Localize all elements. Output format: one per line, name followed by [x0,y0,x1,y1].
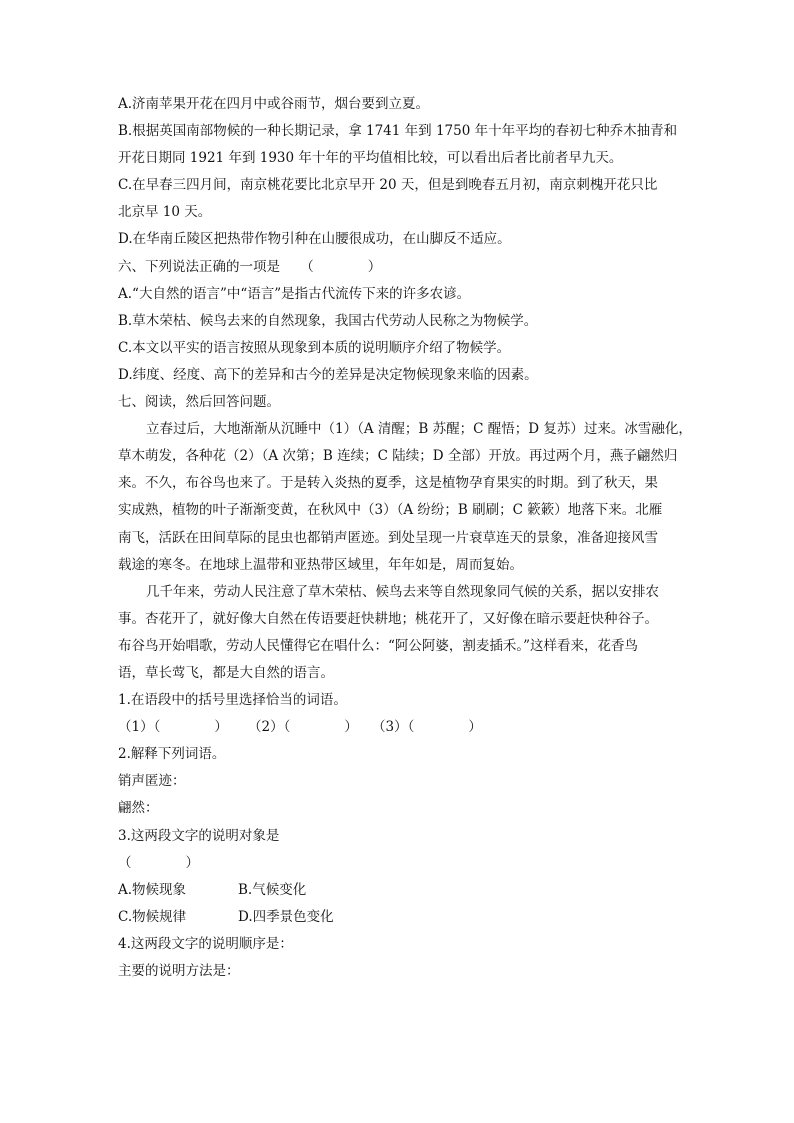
term-pianran: 翩然： [118,800,159,817]
answer-blank-3[interactable]: （3）（ ） [372,719,482,736]
option-7-3d: D.四季景色变化 [238,908,334,925]
option-6b: B.草木荣枯、候鸟去来的自然现象，我国古代劳动人民称之为物候学。 [118,312,538,329]
question-7-3-answer-blank[interactable]: （ ） [118,854,199,871]
question-7-4-methods: 主要的说明方法是： [118,963,240,979]
passage1-line: 立春过后，大地渐渐从沉睡中（1）（A 清醒；B 苏醒；C 醒悟；D 复苏）过来。冰雪融化， [146,421,692,438]
term-xiaoshengniji: 销声匿迹： [118,773,186,790]
option-6d: D.纬度、经度、高下的差异和古今的差异是决定物候现象来临的因素。 [118,366,538,383]
question-7-2: 2.解释下列词语。 [118,746,226,763]
option-7-3b: B.气候变化 [238,881,307,898]
option-7-3c: C.物候规律 [118,908,187,925]
option-5d: D.在华南丘陵区把热带作物引种在山腰很成功，在山脚反不适应。 [118,231,511,248]
passage2-line: 布谷鸟开始唱歌，劳动人民懂得它在唱什么：“阿公阿婆，割麦插禾。”这样看来，花香鸟 [118,637,639,654]
question-7-3: 3.这两段文字的说明对象是 [118,827,280,844]
question-6-heading: 六、下列说法正确的一项是 （ ） [118,258,382,275]
option-5c-line2: 北京早 10 天。 [118,204,212,221]
passage2-line: 语，草长莺飞，都是大自然的语言。 [118,664,334,681]
question-7-4: 4.这两段文字的说明顺序是： [118,935,293,952]
document-page [118,91,692,985]
answer-blank-1[interactable]: （1）（ ） [118,719,228,736]
question-7-heading: 七、阅读，然后回答问题。 [118,394,280,411]
option-5b-line1: B.根据英国南部物候的一种长期记录，拿 1741 年到 1750 年十年平均的春初七种乔木抽青和 [118,123,678,140]
option-6a: A.“大自然的语言”中“语言”是指古代流传下来的许多农谚。 [118,285,471,302]
question-7-3-options-row2 [118,904,688,931]
passage1-line: 草木萌发，各种花（2）（A 次第；B 连续；C 陆续；D 全部）开放。再过两个月，燕子翩然归 [118,448,678,465]
passage1-line: 来。不久，布谷鸟也来了。于是转入炎热的夏季，这是植物孕育果实的时期。到了秋天，果 [118,475,658,492]
question-7-3-options-row1 [118,877,688,904]
question-7-1-answer-row [118,714,688,741]
passage2-line: 几千年来，劳动人民注意了草木荣枯、候鸟去来等自然现象同气候的关系，据以安排农 [146,583,659,600]
option-5a: A.济南苹果开花在四月中或谷雨节，烟台要到立夏。 [118,96,430,112]
answer-blank-2[interactable]: （2）（ ） [248,719,358,736]
passage1-line: 载途的寒冬。在地球上温带和亚热带区域里，年年如是，周而复始。 [118,556,523,573]
option-6c: C.本文以平实的语言按照从现象到本质的说明顺序介绍了物候学。 [118,339,511,356]
passage1-line: 南飞，活跃在田间草际的昆虫也都销声匿迹。到处呈现一片衰草连天的景象，准备迎接风雪 [118,529,658,546]
option-5c-line1: C.在早春三四月间，南京桃花要比北京早开 20 天，但是到晚春五月初，南京刺槐开花只比 [118,177,658,194]
question-7-1: 1.在语段中的括号里选择恰当的词语。 [118,692,347,709]
passage1-line: 实成熟，植物的叶子渐渐变黄，在秋风中（3）（A 纷纷；B 刷刷；C 簌簌）地落下来。北雁 [118,502,663,519]
option-7-3a: A.物候现象 [118,881,187,898]
option-5b-line2: 开花日期同 1921 年到 1930 年十年的平均值相比较，可以看出后者比前者早九天。 [118,150,623,167]
passage2-line: 事。杏花开了，就好像大自然在传语要赶快耕地；桃花开了，又好像在暗示要赶快种谷子。 [118,610,658,627]
